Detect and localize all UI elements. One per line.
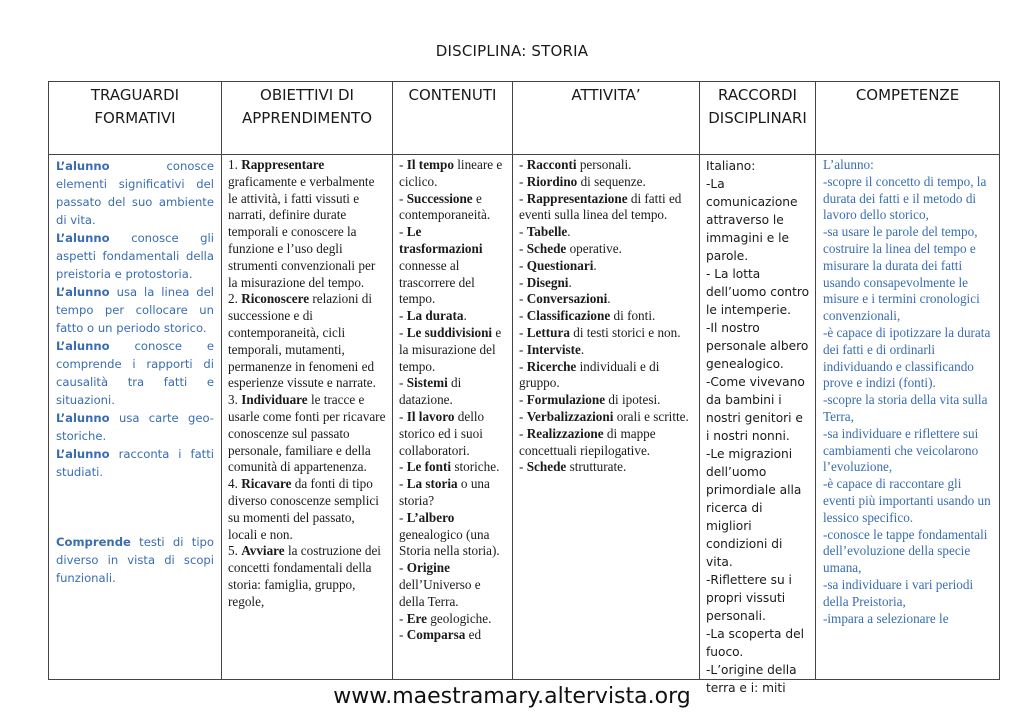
traguardo-item-keyword: L’alunno — [56, 339, 110, 353]
contenuto-item-keyword: Il tempo — [406, 157, 454, 172]
obiettivo-item-keyword: Ricavare — [241, 476, 292, 492]
footer-website: www.maestramary.altervista.org — [333, 684, 691, 709]
cell-traguardi — [49, 155, 222, 680]
attivita-item: - Tabelle. — [519, 224, 571, 240]
attivita-item-text: . — [568, 274, 572, 290]
obiettivo-item-text: le tracce e usarle come fonti per ricavare conoscenze sul passato personale, familiare e della comunità di appartenenza. — [228, 392, 386, 475]
attivita-item-keyword: Realizzazione — [526, 425, 604, 441]
traguardo-item-keyword: L’alunno — [56, 231, 110, 245]
competenza-item: -è capace di ipotizzare la durata dei fatti e di ordinarli individuando e classificando prove e indizi (fonti). — [823, 324, 991, 391]
attivita-item-keyword: Lettura — [526, 324, 570, 340]
traguardo-item-keyword: L’alunno — [56, 447, 110, 461]
header-traguardi: TRAGUARDI FORMATIVI — [49, 82, 222, 155]
contenuto-item: - Origine dell’Universo e della Terra. — [399, 560, 481, 609]
attivita-item-text: . — [593, 257, 597, 273]
attivita-item-text: di sequenze. — [577, 173, 646, 189]
attivita-item-text: . — [580, 341, 585, 357]
raccordo-item: -La scoperta del fuoco. — [706, 627, 805, 659]
contenuto-item-keyword: Le fonti — [406, 459, 452, 475]
header-contenuti: CONTENUTI — [393, 82, 513, 155]
attivita-item-keyword: Racconti — [526, 157, 577, 172]
traguardo-item-keyword: L’alunno — [56, 411, 110, 425]
raccordo-item: - La lotta dell’uomo contro le intemperie. — [706, 267, 810, 317]
attivita-item-text: . — [567, 224, 571, 240]
attivita-item: - Conversazioni. — [519, 291, 611, 307]
raccordo-item: -L’origine della terra e i: miti — [706, 663, 797, 695]
attivita-item-keyword: Rappresentazione — [526, 190, 628, 206]
raccordo-item: -Le migrazioni dell’uomo primordiale alla ricerca di migliori condizioni di vita. — [706, 447, 802, 569]
contenuto-item-keyword: L’albero — [406, 509, 455, 525]
contenuto-item-text: genealogico (una Storia nella storia). — [399, 526, 500, 559]
obiettivo-item-text: da fonti di tipo diverso conoscenze semplici su momenti del passato, locali e non. — [228, 476, 379, 542]
contenuto-item: - Ere geologiche. — [399, 610, 492, 626]
traguardo-item-text: testi di tipo diverso in vista di scopi funzionali. — [56, 535, 214, 585]
raccordo-item: -Riflettere su i propri vissuti personali. — [706, 573, 792, 623]
attivita-item-keyword: Interviste — [526, 341, 581, 357]
attivita-item: - Formulazione di ipotesi. — [519, 392, 661, 408]
contenuto-item-text: dell’Universo e della Terra. — [399, 576, 481, 609]
contenuto-item: - Il tempo lineare e ciclico. — [399, 157, 503, 189]
contenuto-item-text: e la misurazione del tempo. — [399, 324, 502, 374]
obiettivo-item — [228, 392, 387, 476]
competenza-item: -scopre la storia della vita sulla Terra, — [823, 392, 988, 424]
obiettivo-item-number: 4. — [228, 476, 242, 492]
obiettivo-item-text: la costruzione dei concetti fondamentali della storia: famiglia, gruppo, regole, — [228, 543, 381, 609]
obiettivo-item-number: 5. — [228, 543, 242, 559]
traguardo-item-text: racconta i fatti studiati. — [56, 447, 214, 479]
traguardo-item — [56, 337, 214, 409]
attivita-item-text: operative. — [566, 240, 622, 256]
cell-obiettivi — [222, 155, 393, 680]
cell-competenze — [816, 155, 1000, 680]
traguardo-item — [56, 229, 214, 283]
contenuto-item-keyword: La durata — [406, 308, 464, 324]
contenuto-item-text: ed — [465, 627, 482, 643]
competenza-item: -impara a selezionare le — [823, 610, 949, 626]
attivita-item-keyword: Verbalizzazioni — [526, 408, 614, 424]
competenza-item: -è capace di raccontare gli eventi più importanti usando un lessico specifico. — [823, 476, 991, 525]
contenuto-item: - Successione e contemporaneità. — [399, 190, 491, 223]
attivita-item-text: di mappe concettuali riepilogative. — [519, 425, 656, 458]
traguardo-item-text: usa carte geo-storiche. — [56, 411, 214, 443]
attivita-item: - Realizzazione di mappe concettuali riepilogative. — [519, 425, 656, 458]
contenuto-item-keyword: Le suddivisioni — [406, 324, 493, 340]
contenuto-item-text: e contemporaneità. — [399, 190, 491, 223]
attivita-item-text: personali. — [576, 157, 632, 172]
contenuto-item-text: dello storico ed i suoi collaboratori. — [399, 408, 485, 458]
traguardo-item — [56, 533, 214, 587]
attivita-item-text: . — [607, 291, 611, 307]
attivita-item-text: di fatti ed eventi sulla linea del tempo. — [519, 190, 682, 223]
attivita-item: - Rappresentazione di fatti ed eventi sulla linea del tempo. — [519, 190, 682, 223]
contenuto-item-text: storiche. — [451, 459, 500, 475]
traguardo-item — [56, 445, 214, 481]
attivita-item: - Schede operative. — [519, 240, 622, 256]
attivita-item: - Racconti personali. — [519, 157, 632, 172]
attivita-item-keyword: Conversazioni — [526, 291, 608, 307]
attivita-item: - Disegni. — [519, 274, 572, 290]
contenuto-item-keyword: Le trasformazioni — [399, 224, 483, 256]
attivita-item: - Classificazione di fonti. — [519, 308, 656, 324]
obiettivo-item-number: 2. — [228, 291, 242, 307]
attivita-item-text: orali e scritte. — [613, 408, 689, 424]
attivita-item-keyword: Schede — [526, 459, 567, 475]
attivita-item-keyword: Formulazione — [526, 392, 606, 408]
contenuto-item-keyword: Successione — [406, 190, 473, 206]
obiettivo-item — [228, 157, 387, 291]
traguardo-item-keyword: Comprende — [56, 535, 131, 549]
contenuto-item-text: o una storia? — [399, 476, 490, 508]
obiettivo-item-number: 3. — [228, 392, 242, 408]
attivita-item-keyword: Tabelle — [526, 224, 568, 240]
attivita-item: - Riordino di sequenze. — [519, 173, 646, 189]
raccordo-item: Italiano: — [706, 159, 756, 173]
attivita-item-keyword: Questionari — [526, 257, 594, 273]
contenuto-item: - Sistemi di datazione. — [399, 375, 462, 408]
contenuto-item: - Le fonti storiche. — [399, 459, 500, 475]
contenuto-item: - La durata. — [399, 308, 467, 324]
attivita-item: - Verbalizzazioni orali e scritte. — [519, 408, 689, 424]
competenza-item: -conosce le tappe fondamentali dell’evoluzione della specie umana, — [823, 526, 988, 576]
attivita-item: - Ricerche individuali e di gruppo. — [519, 358, 660, 391]
attivita-item-keyword: Riordino — [526, 173, 578, 189]
attivita-item: - Questionari. — [519, 257, 597, 273]
cell-attivita — [513, 155, 700, 680]
header-attivita: ATTIVITA’ — [513, 82, 700, 155]
contenuto-item: - Comparsa ed — [399, 627, 482, 643]
traguardo-item-text: conosce gli aspetti fondamentali della preistoria e protostoria. — [56, 231, 214, 281]
competenza-item: -scopre il concetto di tempo, la durata dei fatti e il metodo di lavoro dello storico, — [823, 173, 987, 223]
competenza-item: -sa individuare e riflettere sui cambiamenti che veicolarono l’evoluzione, — [823, 425, 979, 475]
competenza-item: -sa individuare i vari periodi della Preistoria, — [823, 576, 974, 609]
contenuto-item: - L’albero genealogico (una Storia nella storia). — [399, 509, 500, 559]
traguardo-item-text: conosce elementi significativi del passato del suo ambiente di vita. — [56, 159, 214, 227]
page-title: DISCIPLINA: STORIA — [435, 42, 589, 60]
raccordo-item: -La comunicazione attraverso le immagini e le parole. — [706, 177, 798, 263]
header-raccordi: RACCORDI DISCIPLINARI — [700, 82, 816, 155]
obiettivo-item-number: 1. — [228, 157, 242, 172]
contenuto-item-keyword: Sistemi — [406, 375, 448, 391]
header-obiettivi: OBIETTIVI DI APPRENDIMENTO — [222, 82, 393, 155]
attivita-item-text: di fonti. — [610, 308, 656, 324]
traguardo-item-keyword: L’alunno — [56, 285, 110, 299]
attivita-item: - Lettura di testi storici e non. — [519, 324, 681, 340]
obiettivo-item-keyword: Avviare — [241, 543, 285, 559]
traguardo-item-text: usa la linea del tempo per collocare un fatto o un periodo storico. — [56, 285, 214, 335]
contenuto-item-keyword: Ere — [406, 610, 427, 626]
obiettivo-item — [228, 543, 387, 610]
raccordo-item: -Come vivevano da bambini i nostri genitori e i nostri nonni. — [706, 375, 805, 443]
attivita-item-text: di ipotesi. — [605, 392, 661, 408]
curriculum-table — [48, 81, 1000, 695]
attivita-item: - Interviste. — [519, 341, 585, 357]
contenuto-item-keyword: Origine — [406, 560, 450, 576]
obiettivo-item-keyword: Rappresentare — [241, 157, 325, 172]
contenuto-item-keyword: Il lavoro — [406, 408, 455, 424]
contenuto-item: - Il lavoro dello storico ed i suoi collaboratori. — [399, 408, 485, 458]
contenuto-item: - Le trasformazioni connesse al trascorrere del tempo. — [399, 224, 483, 307]
contenuto-item: - Le suddivisioni e la misurazione del tempo. — [399, 324, 502, 374]
contenuto-item-text: connesse al trascorrere del tempo. — [399, 257, 475, 307]
contenuto-item: - La storia o una storia? — [399, 476, 490, 508]
obiettivo-item-text: relazioni di successione e di contemporaneità, cicli temporali, mutamenti, permanenze in fenomeni ed esperienze vissute e narrate. — [228, 291, 376, 391]
attivita-item-keyword: Schede — [526, 240, 567, 256]
obiettivo-item — [228, 291, 387, 392]
contenuto-item-text: lineare e ciclico. — [399, 157, 503, 189]
competenza-item: L’alunno: — [823, 157, 874, 172]
cell-raccordi — [700, 155, 816, 695]
contenuto-item-keyword: Comparsa — [406, 627, 466, 643]
obiettivo-item-text: graficamente e verbalmente le attività, i fatti vissuti e narrati, definire durate temporali e conoscere la funzione e l’uso degli strumenti convenzionali per la misurazione del tempo. — [228, 173, 376, 290]
obiettivo-item-keyword: Riconoscere — [241, 291, 310, 307]
traguardo-item — [56, 157, 214, 229]
competenza-item: -sa usare le parole del tempo, costruire la linea del tempo e misurare la durata dei fatti usando consapevolmente le misure e i termini cronologici convenzionali, — [823, 224, 980, 324]
traguardo-item-keyword: L’alunno — [56, 159, 110, 173]
traguardo-item — [56, 409, 214, 445]
contenuto-item-text: geologiche. — [426, 610, 492, 626]
attivita-item-keyword: Disegni — [526, 274, 569, 290]
content-row — [49, 155, 1000, 680]
header-competenze: COMPETENZE — [816, 82, 1000, 155]
attivita-item-text: individuali e di gruppo. — [519, 358, 660, 391]
attivita-item-keyword: Classificazione — [526, 308, 611, 324]
attivita-item-text: strutturate. — [566, 459, 627, 475]
obiettivo-item-keyword: Individuare — [241, 392, 308, 408]
contenuto-item-text: . — [463, 308, 467, 324]
obiettivo-item — [228, 476, 387, 543]
attivita-item: - Schede strutturate. — [519, 459, 627, 475]
attivita-item-keyword: Ricerche — [526, 358, 577, 374]
traguardo-item-text: conosce e comprende i rapporti di causalità tra fatti e situazioni. — [56, 339, 214, 407]
contenuto-item-text: di datazione. — [399, 375, 462, 408]
traguardo-item — [56, 283, 214, 337]
contenuto-item-keyword: La storia — [406, 476, 458, 492]
attivita-item-text: di testi storici e non. — [569, 324, 681, 340]
raccordo-item: -Il nostro personale albero genealogico. — [706, 321, 809, 371]
cell-contenuti — [393, 155, 513, 680]
header-row — [49, 82, 1000, 155]
